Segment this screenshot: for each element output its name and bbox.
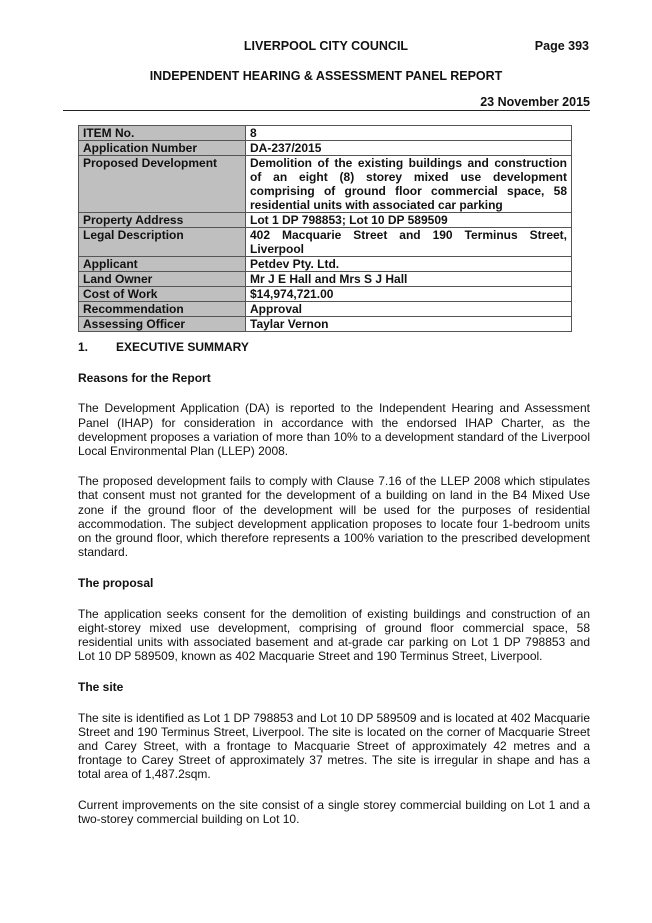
table-row bbox=[79, 317, 572, 332]
row-label: Land Owner bbox=[79, 272, 246, 287]
row-value: Petdev Pty. Ltd. bbox=[246, 257, 572, 272]
table-row bbox=[79, 257, 572, 272]
row-label: Property Address bbox=[79, 213, 246, 228]
site-heading: The site bbox=[78, 680, 124, 695]
proposal-heading: The proposal bbox=[78, 576, 154, 591]
site-paragraph-2: Current improvements on the site consist of a single storey commercial building on Lot 1 and a two-storey commercial building on Lot 10. bbox=[78, 797, 590, 826]
council-name: LIVERPOOL CITY COUNCIL bbox=[243, 39, 409, 53]
row-value: Mr J E Hall and Mrs S J Hall bbox=[246, 272, 572, 287]
row-label: Cost of Work bbox=[79, 287, 246, 302]
row-label: ITEM No. bbox=[79, 126, 246, 141]
row-value: 8 bbox=[246, 126, 572, 141]
table-row bbox=[79, 228, 572, 257]
report-body bbox=[78, 340, 590, 826]
table-row bbox=[79, 126, 572, 141]
reasons-heading: Reasons for the Report bbox=[78, 371, 211, 386]
summary-table bbox=[78, 125, 572, 332]
reasons-paragraph-1: The Development Application (DA) is reported to the Independent Hearing and Assessment Panel (IHAP) for consideration in accordance with the endorsed IHAP Charter, as the development proposes a variation of more than 10% to a development standard of the Liverpool Local Environmental Plan (LLEP) 2008. bbox=[78, 401, 590, 459]
row-value: Lot 1 DP 798853; Lot 10 DP 589509 bbox=[246, 213, 572, 228]
table-row bbox=[79, 272, 572, 287]
row-value: Taylar Vernon bbox=[246, 317, 572, 332]
row-label: Legal Description bbox=[79, 228, 246, 257]
proposal-paragraph: The application seeks consent for the demolition of existing buildings and construction of an eight-storey mixed use development, comprising of ground floor commercial space, 58 residential units with associated basement and at-grade car parking on Lot 1 DP 798853 and Lot 10 DP 589509, known as 402 Macquarie Street and 190 Terminus Street, Liverpool. bbox=[78, 606, 590, 664]
row-value: Approval bbox=[246, 302, 572, 317]
table-row bbox=[79, 213, 572, 228]
table-row bbox=[79, 141, 572, 156]
row-value: 402 Macquarie Street and 190 Terminus Street, Liverpool bbox=[246, 228, 572, 257]
site-paragraph-1: The site is identified as Lot 1 DP 798853 and Lot 10 DP 589509 and is located at 402 Macquarie Street and 190 Terminus Street, Liverpool. The site is located on the corner of Macquarie Street and Carey Street, with a frontage to Macquarie Street of approximately 42 metres and a frontage to Carey Street of approximately 37 metres. The site is irregular in shape and has a total area of 1,487.2sqm. bbox=[78, 710, 590, 782]
row-label: Application Number bbox=[79, 141, 246, 156]
row-value: Demolition of the existing buildings and construction of an eight (8) storey mixed use development comprising of ground floor commercial space, 58 residential units with associated car parking bbox=[246, 156, 572, 213]
table-row bbox=[79, 287, 572, 302]
row-label: Applicant bbox=[79, 257, 246, 272]
report-title: INDEPENDENT HEARING & ASSESSMENT PANEL REPORT bbox=[149, 69, 503, 83]
header-divider bbox=[63, 110, 590, 111]
row-value: DA-237/2015 bbox=[246, 141, 572, 156]
table-row bbox=[79, 156, 572, 213]
row-value: $14,974,721.00 bbox=[246, 287, 572, 302]
reasons-paragraph-2: The proposed development fails to comply with Clause 7.16 of the LLEP 2008 which stipulates that consent must not granted for the development of a building on land in the B4 Mixed Use zone if the ground floor of the development will be used for the purposes of residential accommodation. The subject development application proposes to locate four 1-bedroom units on the ground floor, which therefore represents a 100% variation to the prescribed development standard. bbox=[78, 474, 590, 560]
row-label: Recommendation bbox=[79, 302, 246, 317]
report-date: 23 November 2015 bbox=[480, 95, 590, 109]
section-heading bbox=[78, 340, 590, 354]
table-row bbox=[79, 302, 572, 317]
row-label: Assessing Officer bbox=[79, 317, 246, 332]
row-label: Proposed Development bbox=[79, 156, 246, 213]
section-number: 1. bbox=[78, 340, 89, 354]
page-number: Page 393 bbox=[534, 39, 589, 53]
section-title: EXECUTIVE SUMMARY bbox=[116, 340, 249, 354]
